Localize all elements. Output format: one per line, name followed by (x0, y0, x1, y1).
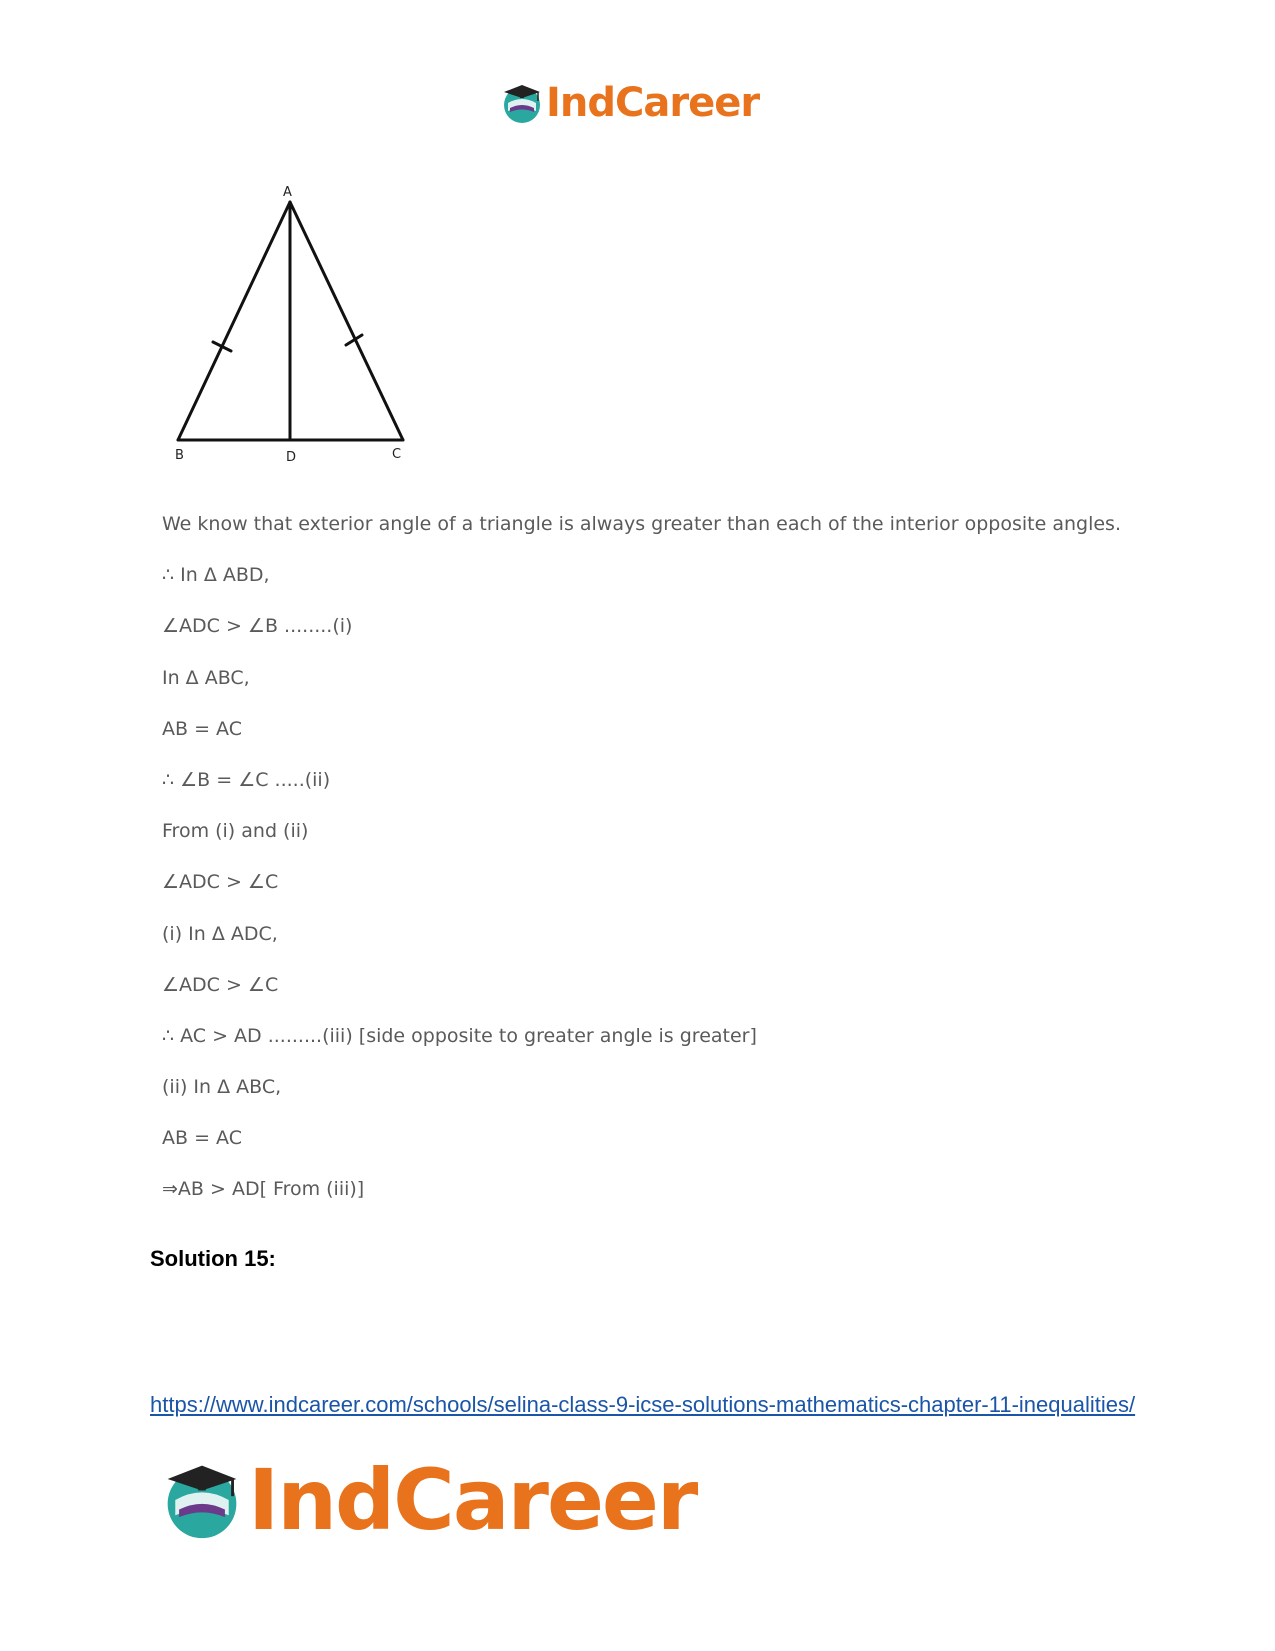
proof-line: From (i) and (ii) (162, 820, 309, 843)
proof-line: AB = AC (162, 717, 242, 740)
side-ab (178, 202, 290, 440)
label-b: B (175, 448, 184, 463)
footer-logo (160, 1451, 697, 1549)
proof-line: ∴ In Δ ABD, (162, 564, 270, 587)
graduation-globe-icon (160, 1458, 244, 1542)
proof-line: ∠ADC > ∠C (162, 973, 279, 996)
proof-line: ⇒AB > AD[ From (iii)] (162, 1178, 365, 1201)
proof-line: (ii) In Δ ABC, (162, 1076, 282, 1099)
proof-content (162, 512, 1162, 1229)
proof-line: In Δ ABC, (162, 666, 250, 689)
graduation-globe-icon (500, 81, 544, 125)
proof-line: (i) In Δ ADC, (162, 922, 278, 945)
proof-line: AB = AC (162, 1127, 242, 1150)
header-logo-text: IndCareer (546, 80, 760, 126)
solution-heading: Solution 15: (150, 1246, 276, 1271)
side-ac (290, 202, 403, 440)
proof-line: ∴ AC > AD .........(iii) [side opposite to greater angle is greater] (162, 1024, 757, 1047)
label-d: D (286, 450, 297, 465)
proof-line: ∠ADC > ∠C (162, 871, 279, 894)
proof-line: ∴ ∠B = ∠C .....(ii) (162, 768, 331, 791)
proof-line: We know that exterior angle of a triangle is always greater than each of the interior opposite angles. (162, 513, 1121, 535)
label-c: C (392, 447, 402, 462)
footer-logo-text: IndCareer (248, 1451, 697, 1549)
header-logo (500, 78, 759, 128)
proof-line: ∠ADC > ∠B ........(i) (162, 615, 353, 638)
footer-link[interactable]: https://www.indcareer.com/schools/selina-class-9-icse-solutions-mathematics-chapter-11-inequalities/ (150, 1392, 1136, 1417)
triangle-figure (170, 185, 440, 485)
label-a: A (283, 185, 292, 200)
